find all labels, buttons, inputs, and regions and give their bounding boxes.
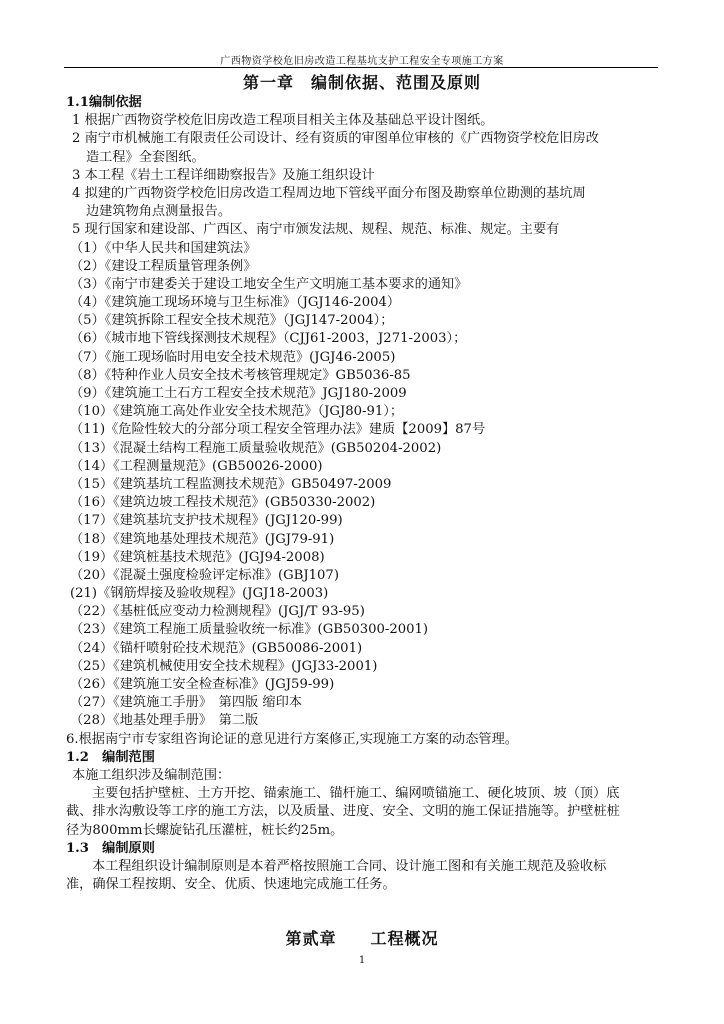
reference-item: （7）《施工现场临时用电安全技术规范》(JGJ46-2005) [70, 349, 396, 365]
basis-item: 5 现行国家和建设部、广西区、南宁市颁发法规、规程、规范、标准、规定。主要有 [72, 222, 560, 238]
reference-item: （24）《锚杆喷射砼技术规范》(GB50086-2001) [70, 640, 363, 656]
section-1-1-heading: 1.1编制依据 [66, 95, 142, 110]
scope-paragraph-line: 径为800mm长螺旋钻孔压灌桩，桩长约25m。 [66, 822, 344, 838]
reference-item: （3）《南宁市建委关于建设工地安全生产文明施工基本要求的通知》 [70, 276, 468, 292]
basis-item: 4 拟建的广西物资学校危旧房改造工程周边地下管线平面分布图及勘察单位勘测的基坑周 [72, 185, 586, 201]
reference-item: （8）《特种作业人员安全技术考核管理规定》GB5036-85 [70, 367, 411, 383]
body-text [66, 94, 660, 894]
basis-item: 1 根据广西物资学校危旧房改造工程项目相关主体及基础总平设计图纸。 [72, 113, 494, 129]
basis-item-continued: 造工程》全套图纸。 [86, 149, 205, 165]
reference-item: （5）《建筑拆除工程安全技术规范》（JGJ147-2004）； [70, 313, 394, 329]
reference-item: （25）《建筑机械使用安全技术规程》(JGJ33-2001) [70, 658, 378, 674]
reference-item: （23）《建筑工程施工质量验收统一标准》(GB50300-2001) [70, 622, 429, 638]
section-1-3-heading: 1.3 编制原则 [66, 840, 155, 856]
reference-item: （14）《工程测量规范》(GB50026-2000) [70, 458, 323, 474]
reference-item: （20）《混凝土强度检验评定标准》(GBJ107) [70, 567, 339, 583]
reference-item: （15）《建筑基坑工程监测技术规范》GB50497-2009 [70, 476, 392, 492]
running-header: 广西物资学校危旧房改造工程基坑支护工程安全专项施工方案 [220, 56, 504, 67]
reference-item: （10）《建筑施工高处作业安全技术规范》（JGJ80-91）； [70, 404, 404, 420]
reference-item: （26）《建筑施工安全检查标准》(JGJ59-99) [70, 677, 335, 692]
reference-item: （22）《基桩低应变动力检测规程》(JGJ/T 93-95) [70, 604, 365, 620]
basis-item: 3 本工程《岩土工程详细勘察报告》及施工组织设计 [72, 167, 375, 183]
principle-paragraph-line: 准，确保工程按期、安全、优质、快速地完成施工任务。 [66, 877, 396, 893]
chapter-1-title: 第一章 编制依据、范围及原则 [242, 73, 481, 92]
basis-item-6: 6.根据南宁市专家组咨询论证的意见进行方案修正,实现施工方案的动态管理。 [66, 731, 518, 747]
reference-item: （18）《建筑地基处理技术规范》(JGJ79-91) [70, 531, 335, 547]
reference-item: （6）《城市地下管线探测技术规程》（CJJ61-2003，J271-2003）； [70, 331, 467, 347]
reference-item: （19）《建筑桩基技术规范》(JGJ94-2008) [70, 549, 325, 565]
chapter-2-title: 第贰章 工程概况 [285, 929, 439, 948]
reference-item: （17）《建筑基坑支护技术规程》(JGJ120-99) [70, 513, 343, 529]
reference-item: （1）《中华人民共和国建筑法》 [70, 240, 257, 256]
page-number: 1 [358, 955, 366, 966]
section-1-2-heading: 1.2 编制范围 [66, 749, 155, 765]
reference-item: (21)《钢筋焊接及验收规程》(JGJ18-2003) [70, 586, 329, 602]
scope-paragraph-line: 主要包括护壁桩、土方开挖、锚索施工、锚杆施工、编网喷锚施工、硬化坡顶、坡（顶）底 [92, 786, 620, 802]
scope-paragraph-line: 截、排水沟敷设等工序的施工方法，以及质量、进度、安全、文明的施工保证措施等。护壁桩桩 [66, 804, 620, 820]
reference-item: （2）《建设工程质量管理条例》 [70, 258, 257, 274]
basis-item: 2 南宁市机械施工有限责任公司设计、经有资质的审图单位审核的《广西物资学校危旧房改 [72, 131, 599, 147]
reference-item: （9）《建筑施工土石方工程安全技术规范》JGJ180-2009 [70, 386, 407, 401]
reference-item: （16）《建筑边坡工程技术规范》(GB50330-2002) [70, 495, 376, 511]
reference-item: （28）《地基处理手册》 第二版 [70, 713, 259, 729]
reference-item: （27）《建筑施工手册》 第四版 缩印本 [70, 695, 302, 711]
reference-item: （4）《建筑施工现场环境与卫生标准》（JGJ146-2004） [70, 295, 401, 311]
basis-item-continued: 边建筑物角点测量报告。 [86, 204, 232, 220]
scope-intro: 本施工组织涉及编制范围： [72, 767, 231, 783]
header-rule [64, 67, 658, 68]
principle-paragraph-line: 本工程组织设计编制原则是本着严格按照施工合同、设计施工图和有关施工规范及验收标 [92, 858, 607, 874]
reference-item: （13）《混凝土结构工程施工质量验收规范》(GB50204-2002) [70, 440, 442, 456]
reference-item: （11)《危险性较大的分部分项工程安全管理办法》建质【2009】87号 [70, 422, 486, 438]
